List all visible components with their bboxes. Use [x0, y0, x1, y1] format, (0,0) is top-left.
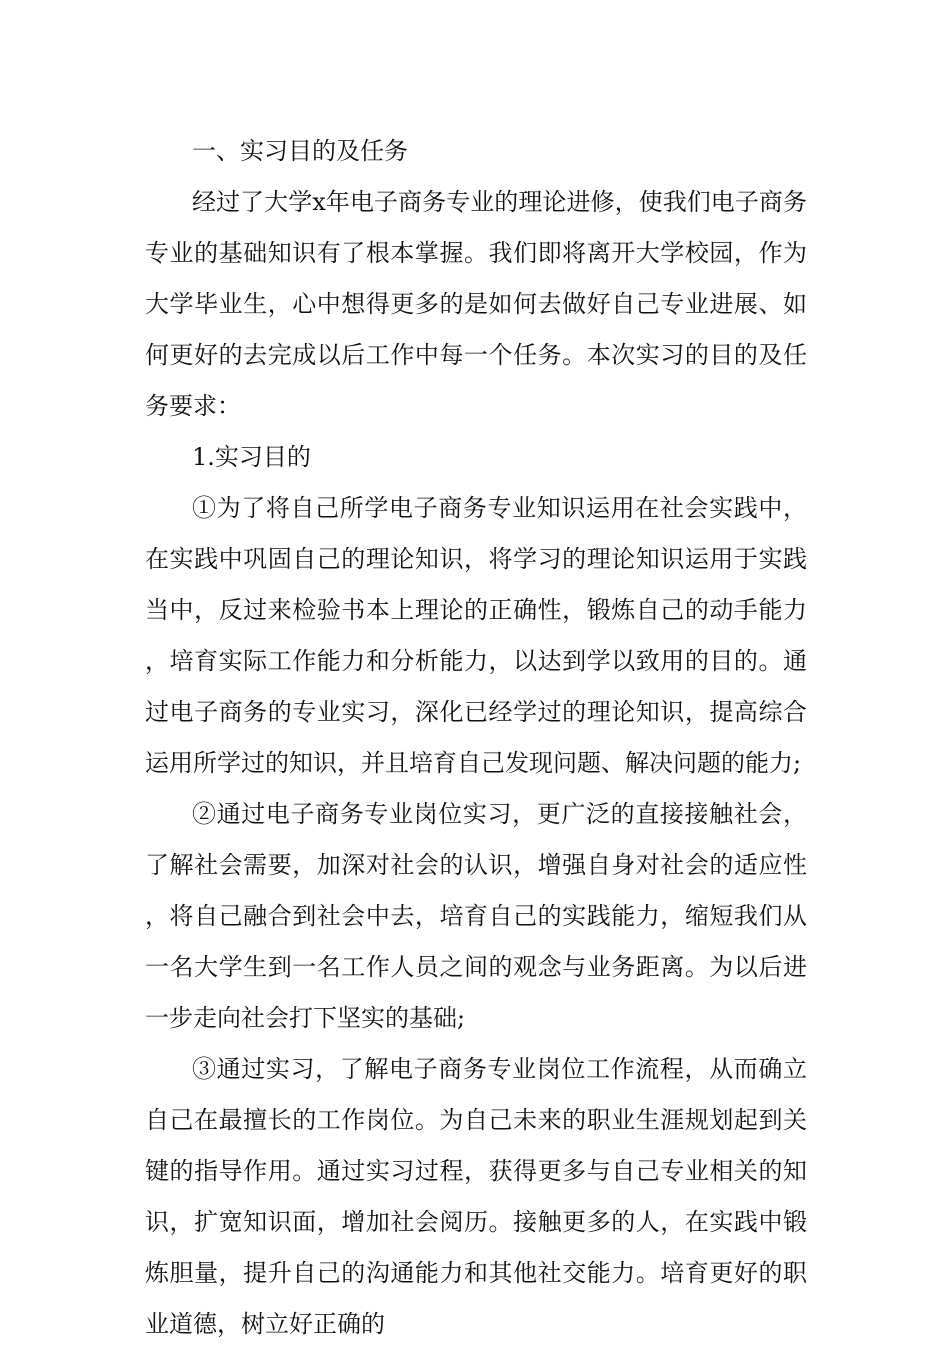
intro-paragraph: 经过了大学x年电子商务专业的理论进修，使我们电子商务专业的基础知识有了根本掌握。我们即将离开大学校园，作为大学毕业生，心中想得更多的是如何去做好自己专业进展、如何更好的去完成以后工作中每一个任务。本次实习的目的及任务要求：	[145, 188, 807, 420]
list-item: ①为了将自己所学电子商务专业知识运用在社会实践中，在实践中巩固自己的理论知识，将学习的理论知识运用于实践当中，反过来检验书本上理论的正确性，锻炼自己的动手能力，培育实际工作能力和分析能力，以达到学以致用的目的。通过电子商务的专业实习，深化已经学过的理论知识，提高综合运用所学过的知识，并且培育自己发现问题、解决问题的能力;	[145, 494, 807, 777]
list-item: ②通过电子商务专业岗位实习，更广泛的直接接触社会，了解社会需要，加深对社会的认识，增强自身对社会的适应性，将自己融合到社会中去，培育自己的实践能力，缩短我们从一名大学生到一名工作人员之间的观念与业务距离。为以后进一步走向社会打下坚实的基础;	[145, 800, 807, 1032]
section-title: 一、实习目的及任务	[192, 137, 408, 165]
subsection-title: 1.实习目的	[192, 443, 311, 471]
document-body	[145, 126, 807, 1350]
list-item: ③通过实习，了解电子商务专业岗位工作流程，从而确立自己在最擅长的工作岗位。为自己未来的职业生涯规划起到关键的指导作用。通过实习过程，获得更多与自己专业相关的知识，扩宽知识面，增加社会阅历。接触更多的人，在实践中锻炼胆量，提升自己的沟通能力和其他社交能力。培育更好的职业道德，树立好正确的	[145, 1055, 807, 1338]
